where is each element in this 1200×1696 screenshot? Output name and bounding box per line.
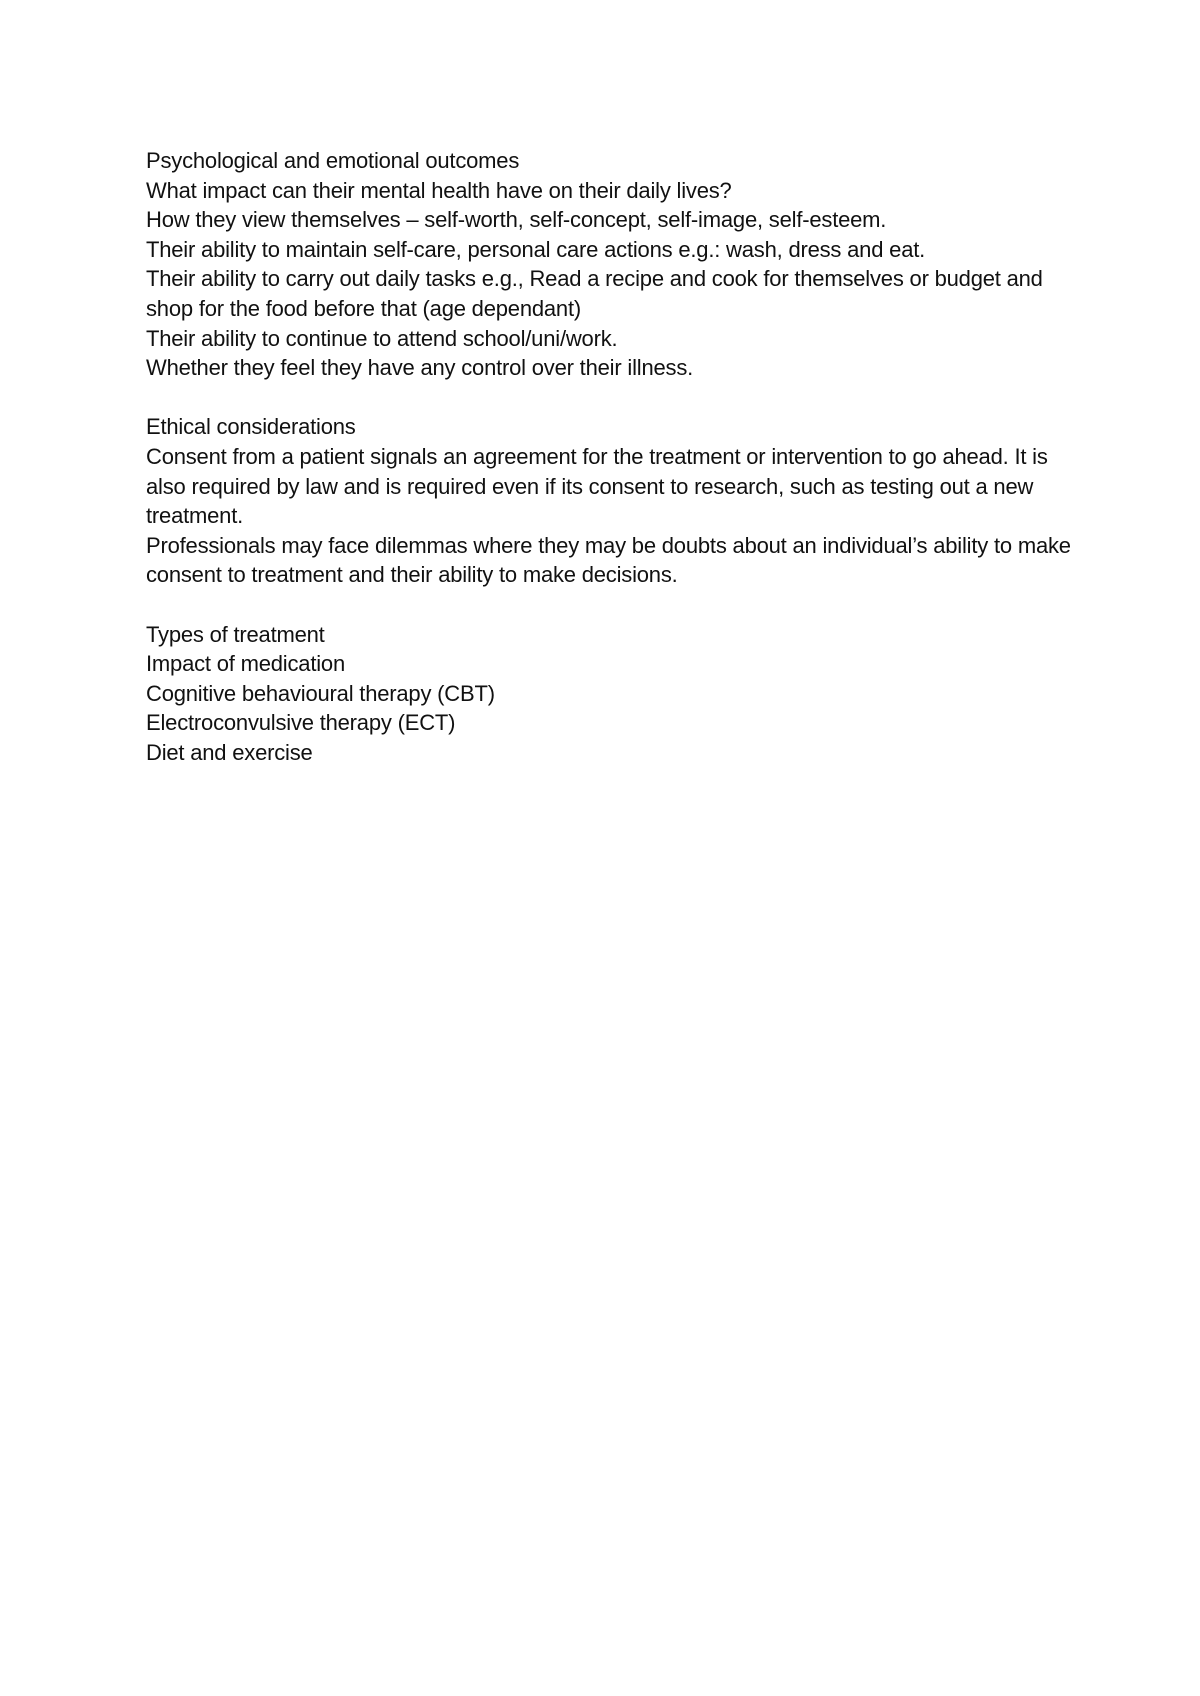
list-item: Cognitive behavioural therapy (CBT) [146, 680, 495, 706]
paragraph: Whether they feel they have any control over their illness. [146, 355, 694, 381]
paragraph: Their ability to continue to attend school/uni/work. [146, 325, 618, 351]
section-heading: Ethical considerations [146, 414, 356, 440]
section-types-of-treatment [146, 620, 1076, 768]
list-item: Diet and exercise [146, 739, 313, 765]
section-heading: Psychological and emotional outcomes [146, 148, 520, 173]
paragraph: Their ability to maintain self-care, personal care actions e.g.: wash, dress and eat. [146, 236, 926, 262]
paragraph: Consent from a patient signals an agreement for the treatment or intervention to go ahead. It is also required by law and is required even if its consent to research, such as testing out a new treatment. [146, 443, 1048, 529]
paragraph: What impact can their mental health have on their daily lives? [146, 177, 732, 203]
paragraph: Professionals may face dilemmas where they may be doubts about an individual’s ability to make consent to treatment and their ability to make decisions. [146, 532, 1071, 588]
paragraph: Their ability to carry out daily tasks e.g., Read a recipe and cook for themselves or budget and shop for the food before that (age dependant) [146, 266, 1043, 321]
document-body [146, 146, 1076, 767]
paragraph: How they view themselves – self-worth, self-concept, self-image, self-esteem. [146, 207, 887, 233]
section-heading: Types of treatment [146, 621, 325, 647]
list-item: Impact of medication [146, 651, 345, 677]
list-item: Electroconvulsive therapy (ECT) [146, 710, 456, 736]
section-psychological-outcomes [146, 146, 1076, 383]
section-ethical-considerations [146, 412, 1076, 590]
